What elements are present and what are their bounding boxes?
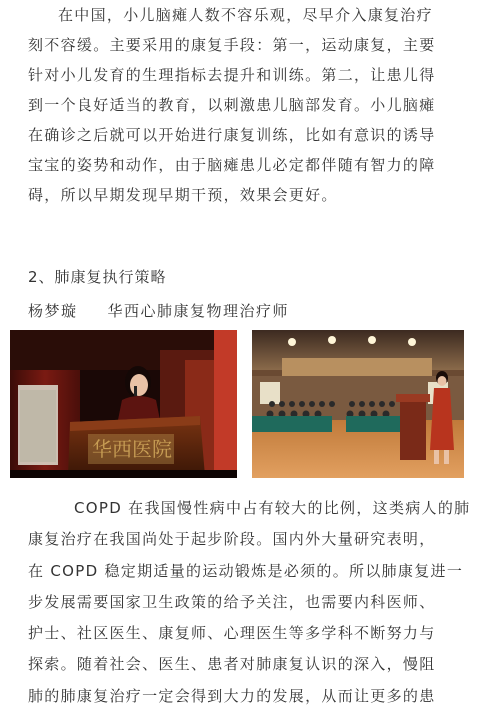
author-name: 杨梦璇 xyxy=(28,302,78,320)
paragraph-line: 探索。随着社会、医生、患者对肺康复认识的深入，慢阻 xyxy=(28,655,436,674)
photo-lecture-image xyxy=(252,330,464,478)
paragraph-line: 护士、社区医生、康复师、心理医生等多学科不断努力与 xyxy=(28,624,436,643)
paragraph-line: 步发展需要国家卫生政策的给予关注，也需要内科医师、 xyxy=(28,592,436,611)
paragraph-line: 肺的肺康复治疗一定会得到大力的发展，从而让更多的患 xyxy=(28,686,436,705)
paragraph-cerebral-palsy xyxy=(28,0,468,210)
paragraph-copd xyxy=(28,493,471,712)
paragraph-line: 在中国，小儿脑瘫人数不容乐观，尽早介入康复治疗 xyxy=(58,6,433,24)
author-line xyxy=(28,296,289,326)
paragraph-line: 宝宝的姿势和动作，由于脑瘫患儿必定都伴随有智力的障 xyxy=(28,156,436,174)
paragraph-line: 刻不容缓。主要采用的康复手段：第一，运动康复，主要 xyxy=(28,36,436,54)
section-heading: 2、肺康复执行策略 xyxy=(28,268,167,286)
paragraph-line: 碍，所以早期发现早期干预，效果会更好。 xyxy=(28,186,338,204)
paragraph-line: 康复治疗在我国尚处于起步阶段。国内外大量研究表明， xyxy=(28,530,436,549)
paragraph-line: 针对小儿发育的生理指标去提升和训练。第二，让患儿得 xyxy=(28,66,436,84)
photo-lecture-hall xyxy=(252,330,464,478)
svg-text:华西医院: 华西医院 xyxy=(92,437,172,461)
paragraph-line: COPD 在我国慢性病中占有较大的比例，这类病人的肺 xyxy=(74,499,471,517)
photo-speaker-image xyxy=(10,330,237,478)
paragraph-line: 到一个良好适当的教育，以刺激患儿脑部发育。小儿脑瘫 xyxy=(28,96,436,114)
photo-speaker-at-podium xyxy=(10,330,237,478)
paragraph-line: 在确诊之后就可以开始进行康复训练，比如有意识的诱导 xyxy=(28,126,436,144)
paragraph-line: 在 COPD 稳定期适量的运动锻炼是必须的。所以肺康复进一 xyxy=(28,561,464,580)
author-title: 华西心肺康复物理治疗师 xyxy=(107,302,290,320)
